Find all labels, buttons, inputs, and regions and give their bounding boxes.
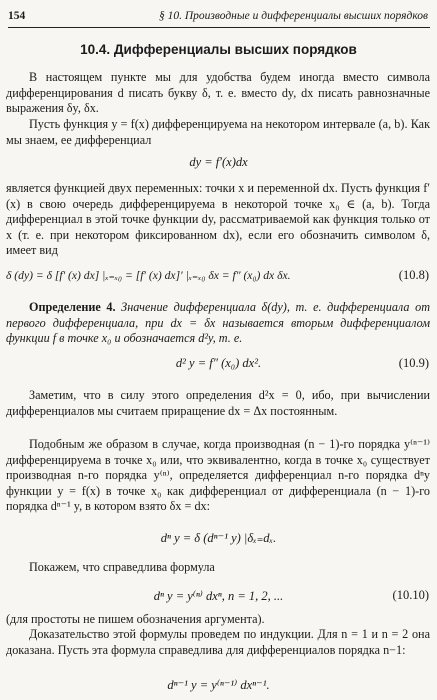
equation-number-10-8: (10.8) [398, 268, 429, 282]
paragraph-note: Заметим, что в силу этого определения d²x = 0, ибо, при вычислении дифференциалов мы считаем приращение dx = Δx постоянным. [6, 388, 430, 418]
equation-dn: dⁿ y = δ (dⁿ⁻¹ y) |δₓ₌dₓ. [160, 531, 277, 545]
definition-text: Значение дифференциала δ(dy), т. е. дифференциала от первого дифференциала, при dx = δx называется вторым дифференциалом функции f в точке x₀ и обозначается d²y, т. е. [6, 300, 430, 346]
equation-number-10-9: (10.9) [398, 356, 429, 370]
equation-dn-minus-1: dⁿ⁻¹ y = y⁽ⁿ⁻¹⁾ dxⁿ⁻¹. [167, 678, 270, 692]
paragraph-function: Пусть функция y = f(x) дифференцируема на некотором интервале (a, b). Как мы знаем, ее дифференциал [6, 117, 430, 147]
paragraph-show: Покажем, что справедлива формула [29, 560, 215, 574]
running-header [8, 7, 428, 25]
equation-number-10-10: (10.10) [392, 588, 429, 602]
equation-10-8: δ (dy) = δ [f′ (x) dx] |ₓ₌ₓ₀ = [f′ (x) dx]′ |ₓ₌ₓ₀ δx = f″ (x₀) dx δx. [6, 269, 291, 282]
definition-label: Определение 4. [29, 300, 116, 314]
page-number: 154 [8, 10, 26, 22]
running-title: § 10. Производные и дифференциалы высших порядков [159, 10, 428, 22]
definition-4 [6, 300, 430, 347]
header-rule [8, 27, 430, 28]
paragraph-simplicity: (для простоты не пишем обозначения аргумента). [6, 612, 265, 626]
equation-10-9: d² y = f″ (x₀) dx². [175, 356, 262, 370]
paragraph-intro: В настоящем пункте мы для удобства будем иногда вместо символа дифференцирования d писать букву δ, т. е. вместо dy, dx писать равнозначные выражения δy, δx. [6, 70, 430, 116]
paragraph-nth-order: Подобным же образом в случае, когда производная (n − 1)-го порядка y⁽ⁿ⁻¹⁾ дифференцируема в точке x₀ или, что эквивалентно, когда в точке x₀ существует производная n-го порядка y⁽ⁿ⁾, определяется дифференциал n-го порядка dⁿy функции y = f(x) в точке x₀ как дифференциал от дифференциала (n − 1)-го порядка dⁿ⁻¹ y, в котором взято δx = dx: [6, 437, 430, 514]
paragraph-induction: Доказательство этой формулы проведем по индукции. Для n = 1 и n = 2 она доказана. Пусть эта формула справедлива для дифференциалов порядка n−1: [6, 627, 430, 657]
equation-dy: dy = f′(x)dx [189, 155, 248, 169]
paragraph-second-differential: является функцией двух переменных: точки x и переменной dx. Пусть функция f′(x) в свою очередь дифференцируема в некоторой точке x₀ ∈ (a, b). Тогда дифференциал в этой точке функции dy, рассматриваемой как функция только от x (т. е. при некотором фиксированном dx), если его обозначить символом δ, имеет вид [6, 181, 430, 258]
section-title: 10.4. Дифференциалы высших порядков [80, 42, 357, 57]
equation-10-10: dⁿ y = y⁽ⁿ⁾ dxⁿ, n = 1, 2, ... [153, 589, 284, 603]
